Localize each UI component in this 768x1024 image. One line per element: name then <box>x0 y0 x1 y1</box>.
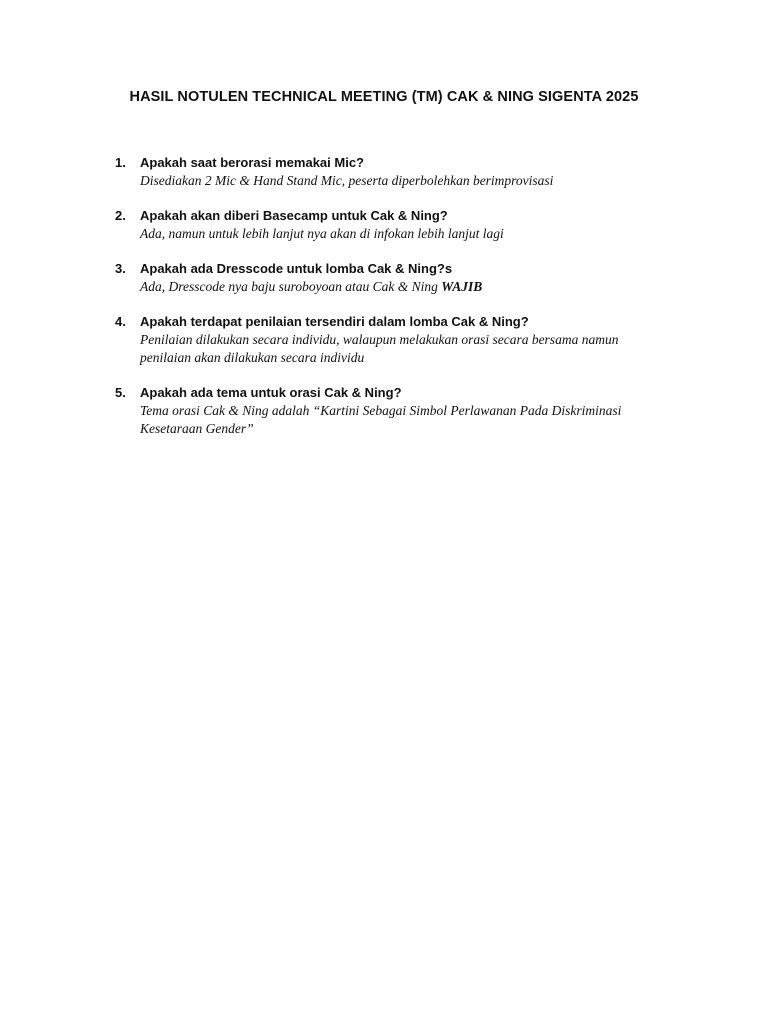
item-number: 1. <box>115 155 126 170</box>
answer-text: Disediakan 2 Mic & Hand Stand Mic, peserta diperbolehkan berimprovisasi <box>140 173 554 188</box>
item-number: 4. <box>115 314 126 329</box>
qa-item-1 <box>115 154 655 190</box>
question-text: Apakah saat berorasi memakai Mic? <box>140 155 364 170</box>
item-number: 2. <box>115 208 126 223</box>
question-text: Apakah akan diberi Basecamp untuk Cak & Ning? <box>140 208 448 223</box>
question-text: Apakah ada Dresscode untuk lomba Cak & Ning?s <box>140 261 453 276</box>
answer-text: Penilaian dilakukan secara individu, walaupun melakukan orasi secara bersama namun penilaian akan dilakukan secara individu <box>140 332 619 365</box>
answer-text: Ada, namun untuk lebih lanjut nya akan di infokan lebih lanjut lagi <box>140 226 504 241</box>
item-number: 3. <box>115 261 126 276</box>
qa-item-4 <box>115 313 655 367</box>
answer-container <box>140 278 655 296</box>
qa-list <box>115 154 655 455</box>
qa-item-2 <box>115 207 655 243</box>
qa-item-3 <box>115 260 655 296</box>
question-text: Apakah ada tema untuk orasi Cak & Ning? <box>140 385 402 400</box>
answer-text: Ada, Dresscode nya baju suroboyoan atau Cak & Ning <box>140 279 442 294</box>
answer-emphasis: WAJIB <box>441 279 483 294</box>
answer-text: Tema orasi Cak & Ning adalah “Kartini Sebagai Simbol Perlawanan Pada Diskriminasi Kesetaraan Gender” <box>140 403 622 436</box>
qa-item-5 <box>115 384 655 438</box>
item-number: 5. <box>115 385 126 400</box>
document-title: HASIL NOTULEN TECHNICAL MEETING (TM) CAK & NING SIGENTA 2025 <box>129 89 639 105</box>
question-text: Apakah terdapat penilaian tersendiri dalam lomba Cak & Ning? <box>140 314 529 329</box>
